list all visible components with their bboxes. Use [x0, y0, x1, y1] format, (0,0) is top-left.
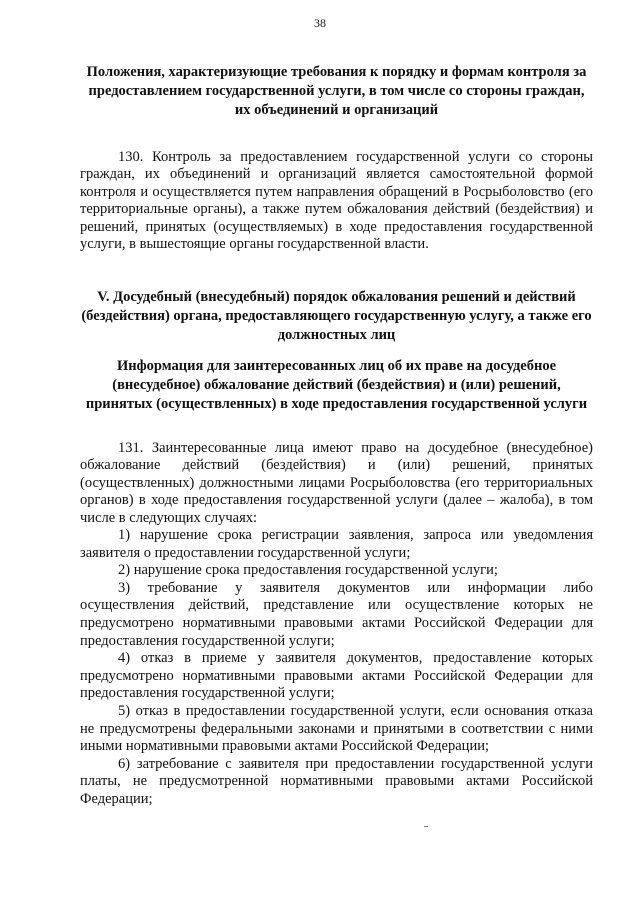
list-item-3: 3) требование у заявителя документов или информации либо осуществления действий, представление или осуществление которых не предусмотрено нормативными правовыми актами Российской Федерации для предоставления государственной услуги;	[80, 579, 593, 649]
subsection-info-heading: Информация для заинтересованных лиц об их праве на досудебное (внесудебное) обжалование действий (бездействия) и (или) решений, принятых (осуществленных) в ходе предоставления государственной услуги	[85, 358, 588, 412]
list-item-1: 1) нарушение срока регистрации заявления, запроса или уведомления заявителя о предоставлении государственной услуги;	[80, 527, 593, 561]
list-item-4: 4) отказ в приеме у заявителя документов, предоставление которых предусмотрено нормативными правовыми актами Российской Федерации для предоставления государственной услуги;	[80, 650, 593, 702]
paragraph-131: 131. Заинтересованные лица имеют право на досудебное (внесудебное) обжалование действий (бездействия) и (или) решений, принятых (осуществленных) должностными лицами Росрыболовства (его территориальных органов) в ходе предоставления государственной услуги (далее – жалоба), в том числе в следующих случаях:	[80, 440, 593, 526]
paragraph-130: 130. Контроль за предоставлением государственной услуги со стороны граждан, их объединений и организаций является самостоятельной формой контроля и осуществляется путем направления обращений в Росрыболовство (его территориальные органы), а также путем обжалования действий (бездействия) и решений, принятых (осуществляемых) в ходе предоставления государственной услуги, в вышестоящие органы государственной власти.	[80, 149, 593, 253]
section-v-heading: V. Досудебный (внесудебный) порядок обжалования решений и действий (бездействия) органа, предоставляющего государственную услугу, а также его должностных лиц	[81, 289, 592, 343]
list-item-5: 5) отказ в предоставлении государственной услуги, если основания отказа не предусмотрены федеральными законами и принятыми в соответствии с ними иными нормативными правовыми актами Российской Федерации;	[80, 702, 593, 755]
list-item-2: 2) нарушение срока предоставления государственной услуги;	[118, 562, 498, 579]
scan-speck	[424, 826, 428, 827]
section-control-heading: Положения, характеризующие требования к порядку и формам контроля за предоставлением государственной услуги, в том числе со стороны граждан, их объединений и организаций	[86, 64, 587, 118]
section-control-body	[80, 149, 593, 253]
subsection-info-body	[80, 440, 593, 809]
list-item-6: 6) затребование с заявителя при предоставлении государственной услуги платы, не предусмотренной нормативными правовыми актами Российской Федерации;	[80, 755, 593, 807]
page-number: 38	[314, 16, 326, 30]
